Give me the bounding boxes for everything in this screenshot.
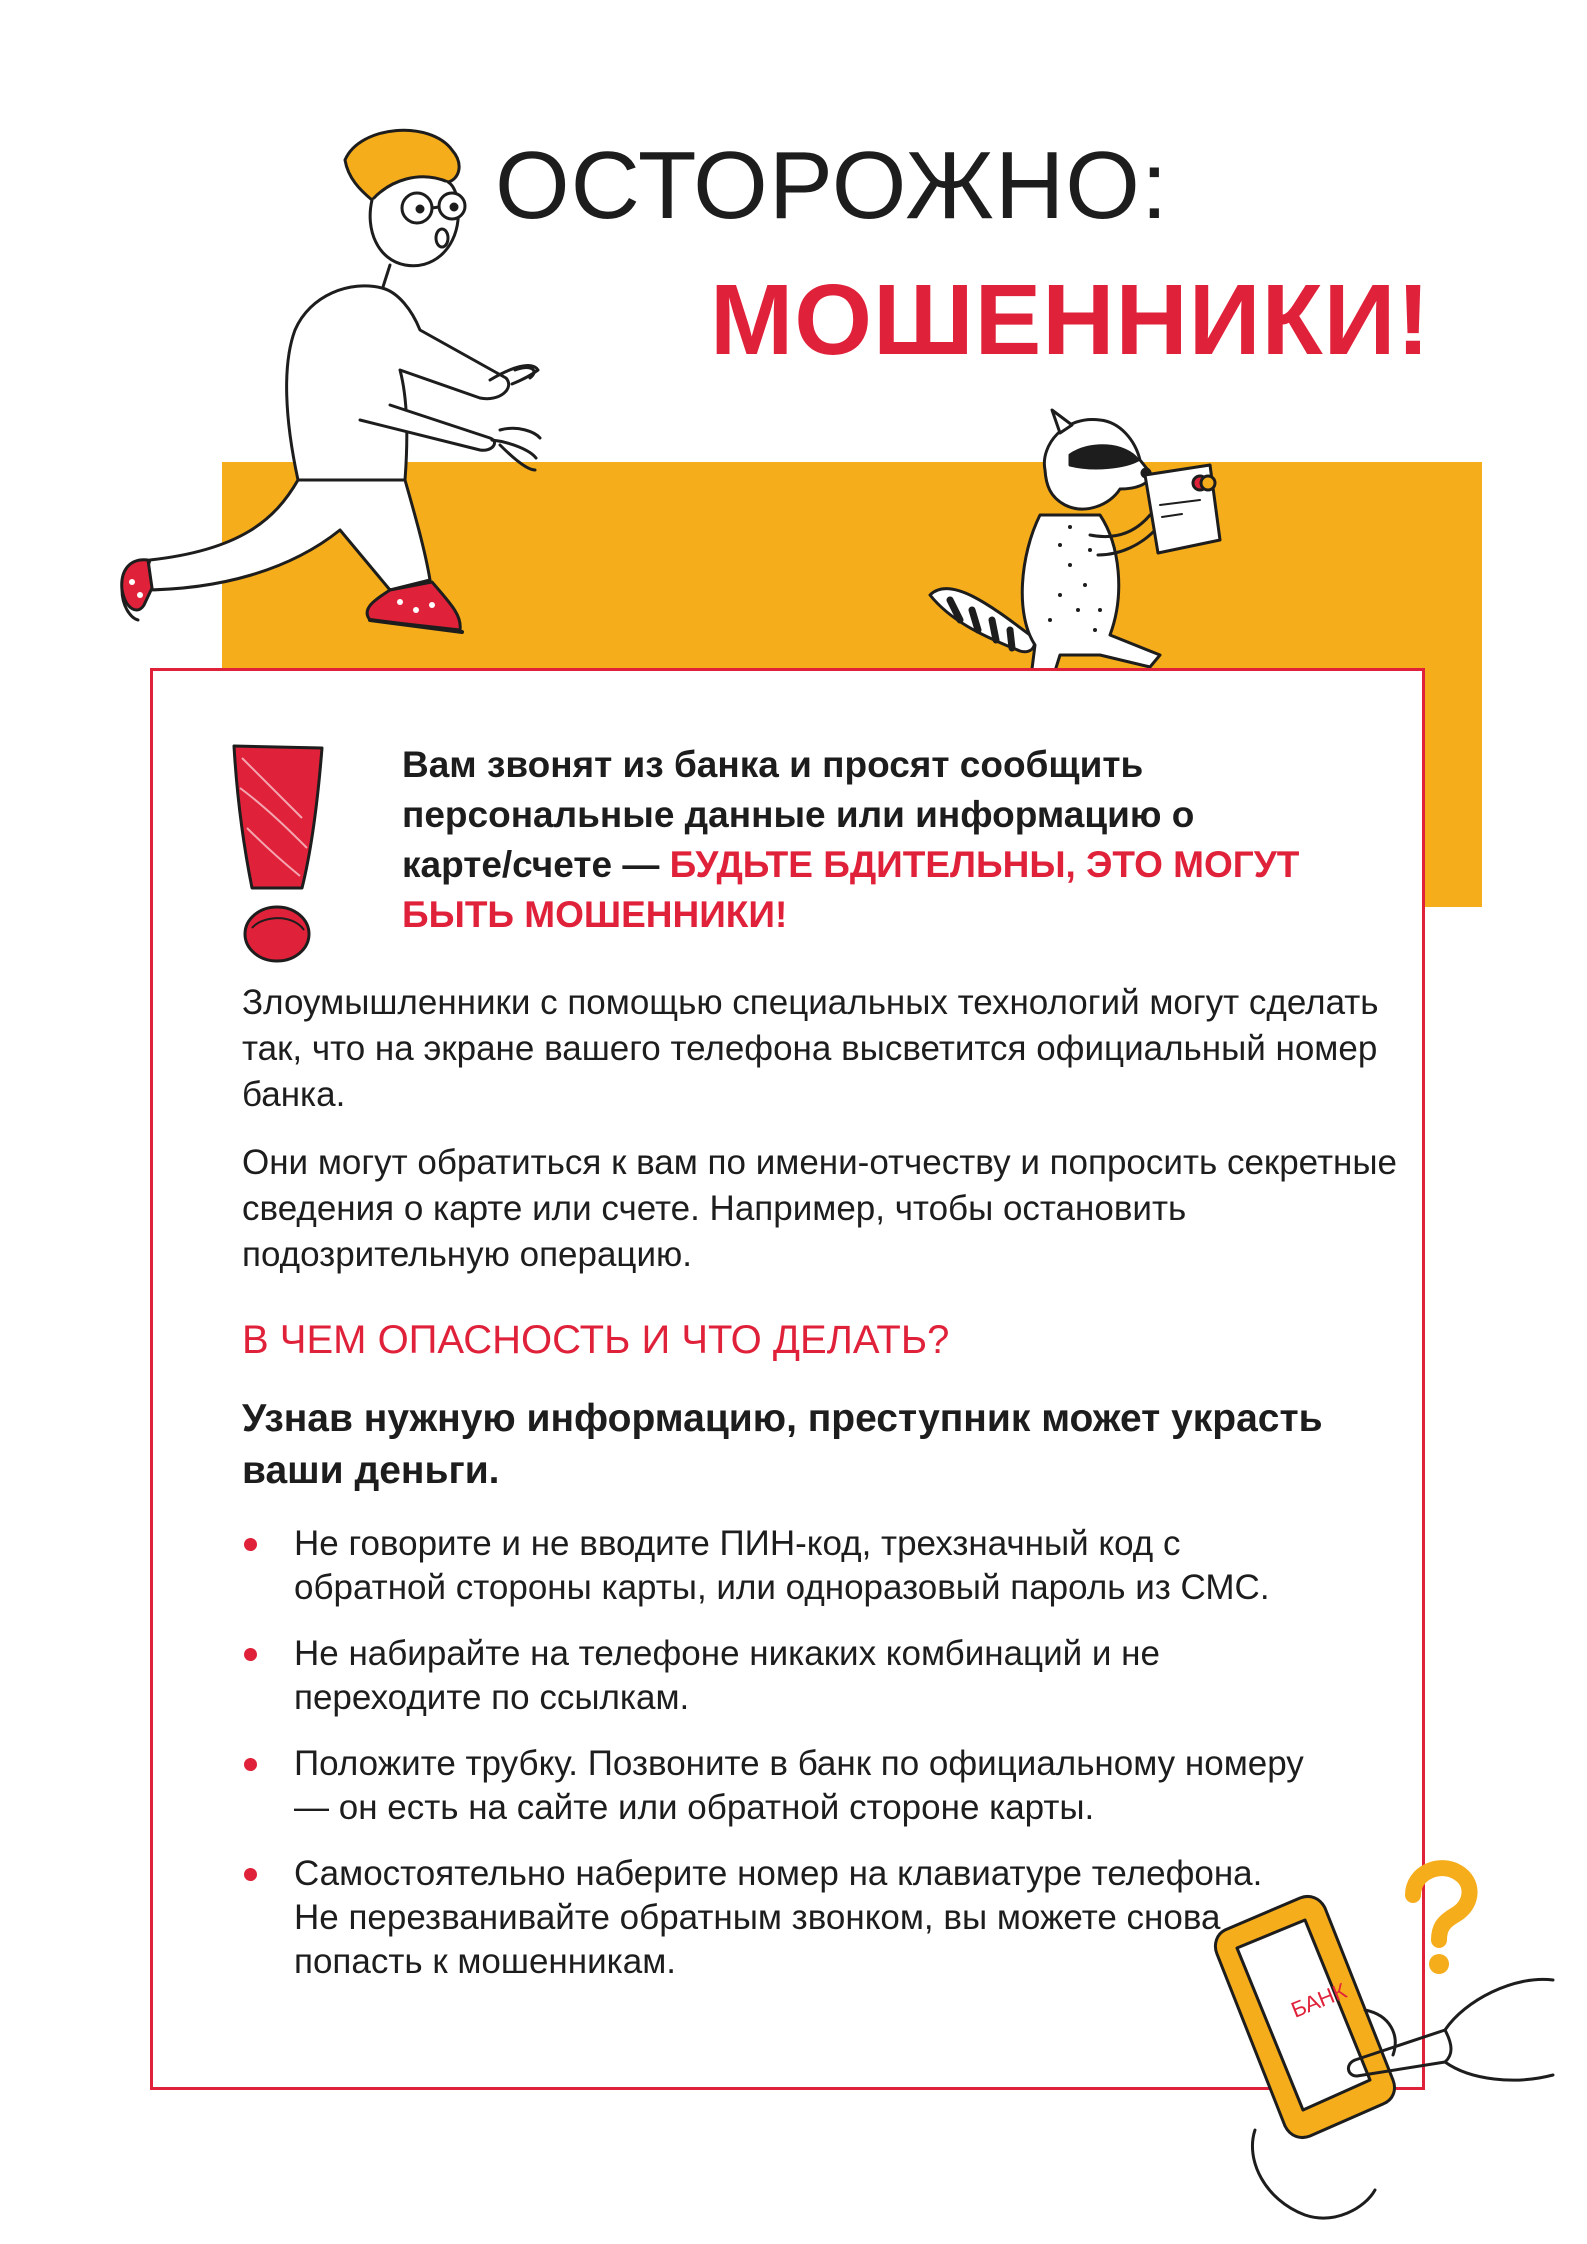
list-item [242,1852,1342,1984]
bullet-icon [244,1868,257,1881]
tips-list [242,1522,1342,1984]
danger-statement: Узнав нужную информацию, преступник может украсть ваши деньги. [242,1397,1323,1492]
bullet-icon [244,1538,257,1551]
tip-text: Положите трубку. Позвоните в банк по официальному номеру — он есть на сайте или обратной стороне карты. [294,1744,1304,1827]
phone-bank-label: БАНК [1287,1977,1351,2023]
tip-text: Не набирайте на телефоне никаких комбинаций и не переходите по ссылкам. [294,1634,1160,1717]
warning-lead-accent: БУДЬТЕ БДИТЕЛЬНЫ, ЭТО МОГУТ БЫТЬ МОШЕННИКИ! [402,844,1300,935]
tip-text: Самостоятельно наберите номер на клавиатуре телефона. Не перезванивайте обратным звонком, вы можете снова попасть к мошенникам. [294,1854,1263,1981]
list-item [242,1632,1342,1720]
section-heading: В ЧЕМ ОПАСНОСТЬ И ЧТО ДЕЛАТЬ? [242,1318,950,1362]
exclamation-icon [222,738,347,970]
body-paragraph-2: Они могут обратиться к вам по имени-отчеству и попросить секретные сведения о карте или счете. Например, чтобы остановить подозрительную операцию. [242,1143,1397,1274]
page-title-line2: МОШЕННИКИ! [710,264,1431,376]
page-title-line1: ОСТОРОЖНО: [495,132,1169,239]
body-paragraph-1: Злоумышленники с помощью специальных технологий могут сделать так, что на экране вашего телефона высветится официальный номер банка. [242,983,1379,1114]
warning-lead-text: Вам звонят из банка и просят сообщить персональные данные или информацию о карте/счете — [402,744,1195,885]
raccoon-with-card-illustration [920,405,1250,695]
list-item [242,1522,1342,1610]
tip-text: Не говорите и не вводите ПИН-код, трехзначный код с обратной стороны карты, или одноразовый пароль из СМС. [294,1524,1270,1607]
list-item [242,1742,1342,1830]
phone-hands-illustration [1215,1890,1555,2230]
bullet-icon [244,1758,257,1771]
bullet-icon [244,1648,257,1661]
question-mark-icon [1395,1860,1485,1980]
warning-lead [402,740,1302,940]
